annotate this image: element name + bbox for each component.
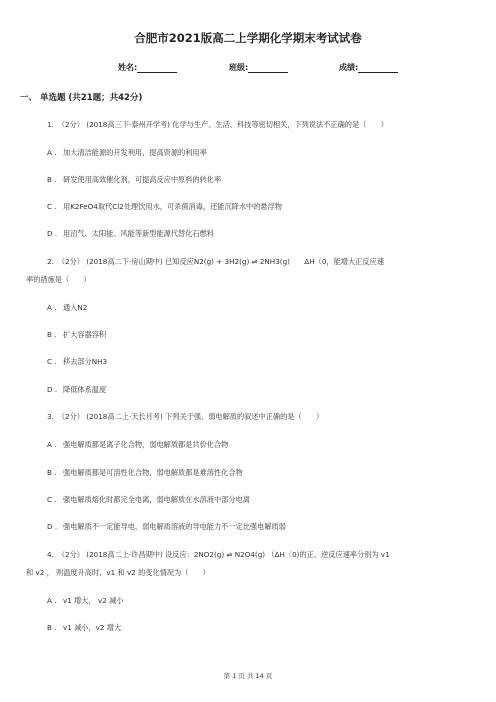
question-2-option-c — [47, 357, 107, 367]
question-3-option-c — [47, 495, 250, 505]
option-letter: B . — [47, 330, 57, 339]
option-text: 研发使用高效催化剂，可提高反应中原料的转化率 — [63, 175, 222, 184]
question-4-option-a — [47, 596, 123, 606]
option-letter: B . — [47, 468, 57, 477]
question-4-stem — [47, 550, 390, 560]
question-4-option-b — [47, 623, 121, 633]
option-letter: A . — [47, 148, 57, 157]
option-text: v1 增大， v2 减小 — [63, 596, 124, 605]
option-text: 降低体系温度 — [63, 385, 107, 394]
option-letter: A . — [47, 596, 57, 605]
question-2-option-a — [47, 303, 87, 313]
option-letter: A . — [47, 303, 57, 312]
section-heading: 一、 单选题 (共21题；共42分) — [20, 93, 143, 103]
name-field — [118, 62, 177, 73]
question-2-option-b — [47, 330, 106, 340]
class-blank — [248, 64, 288, 73]
question-3-stem — [47, 412, 323, 422]
option-letter: D . — [47, 385, 58, 394]
question-text: （2分） (2018高二上·许昌期中) 设反应：2NO2(g) ⇌ N2O4(g) （ΔH〈0)的正、逆反应速率分别为 v1 — [57, 550, 390, 559]
question-1-option-b — [47, 175, 221, 185]
option-letter: C . — [47, 495, 57, 504]
score-label: 成绩: — [339, 63, 359, 72]
question-1-option-d — [47, 229, 214, 239]
question-1-option-a — [47, 148, 207, 158]
option-letter: B . — [47, 623, 57, 632]
question-2-stem — [47, 257, 384, 267]
class-label: 班级: — [229, 63, 249, 72]
option-text: 移去部分NH3 — [63, 357, 108, 366]
option-text: 强电解质都是可溶性化合物，弱电解质都是难溶性化合物 — [63, 468, 243, 477]
score-blank — [358, 64, 398, 73]
question-number: 2. — [47, 257, 54, 266]
question-3-option-b — [47, 468, 243, 478]
question-text: （2分） (2018高二下·房山期中) 已知反应N2(g) + 3H2(g) ⇌ 2NH3(g) ΔH（0，能增大正反应速 — [57, 257, 384, 266]
option-text: 通入N2 — [63, 303, 88, 312]
option-text: 用沼气、太阳能、风能等新型能源代替化石燃料 — [63, 229, 214, 238]
question-number: 1. — [47, 120, 54, 129]
question-3-option-d — [47, 522, 286, 532]
question-text: （2分） (2018高三下·泰州开学考) 化学与生产、生活、科技等密切相关，下列说法不正确的是（ ） — [57, 120, 388, 129]
question-3-option-a — [47, 440, 228, 450]
option-letter: B . — [47, 175, 57, 184]
option-letter: C . — [47, 202, 57, 211]
name-blank — [137, 64, 177, 73]
option-letter: D . — [47, 522, 58, 531]
page-footer: 第 1 页 共 14 页 — [223, 672, 273, 680]
question-1-option-c — [47, 202, 282, 212]
option-text: 加大清洁能源的开发利用，提高资源的利用率 — [63, 148, 207, 157]
question-text: （2分） (2018高二上·天长月考) 下列关于强、弱电解质的叙述中正确的是（ ） — [57, 412, 324, 421]
class-field — [229, 62, 288, 73]
option-letter: D . — [47, 229, 58, 238]
option-letter: C . — [47, 357, 57, 366]
question-2-stem-continued: 率的措施是（ ） — [26, 275, 91, 284]
question-1-stem — [47, 120, 388, 130]
option-text: 用K2FeO4取代Cl2处理饮用水，可杀菌消毒，还能沉降水中的悬浮物 — [63, 202, 282, 211]
question-4-stem-continued: 和 v2 ， 则温度升高时，v1 和 v2 的变化情况为（ ） — [26, 568, 210, 577]
option-text: 强电解质不一定能导电，弱电解质溶液的导电能力不一定比强电解质弱 — [63, 522, 286, 531]
question-number: 4. — [47, 550, 54, 559]
question-2-option-d — [47, 385, 106, 395]
page-title: 合肥市2021版高二上学期化学期末考试试卷 — [134, 31, 362, 45]
question-number: 3. — [47, 412, 54, 421]
option-letter: A . — [47, 440, 57, 449]
name-label: 姓名: — [118, 63, 138, 72]
option-text: 扩大容器容积 — [63, 330, 107, 339]
option-text: 强电解质都是离子化合物，弱电解质都是共价化合物 — [63, 440, 229, 449]
option-text: 强电解质熔化时都完全电离，弱电解质在水溶液中部分电离 — [63, 495, 250, 504]
score-field — [339, 62, 398, 73]
option-text: v1 减小，v2 增大 — [63, 623, 122, 632]
